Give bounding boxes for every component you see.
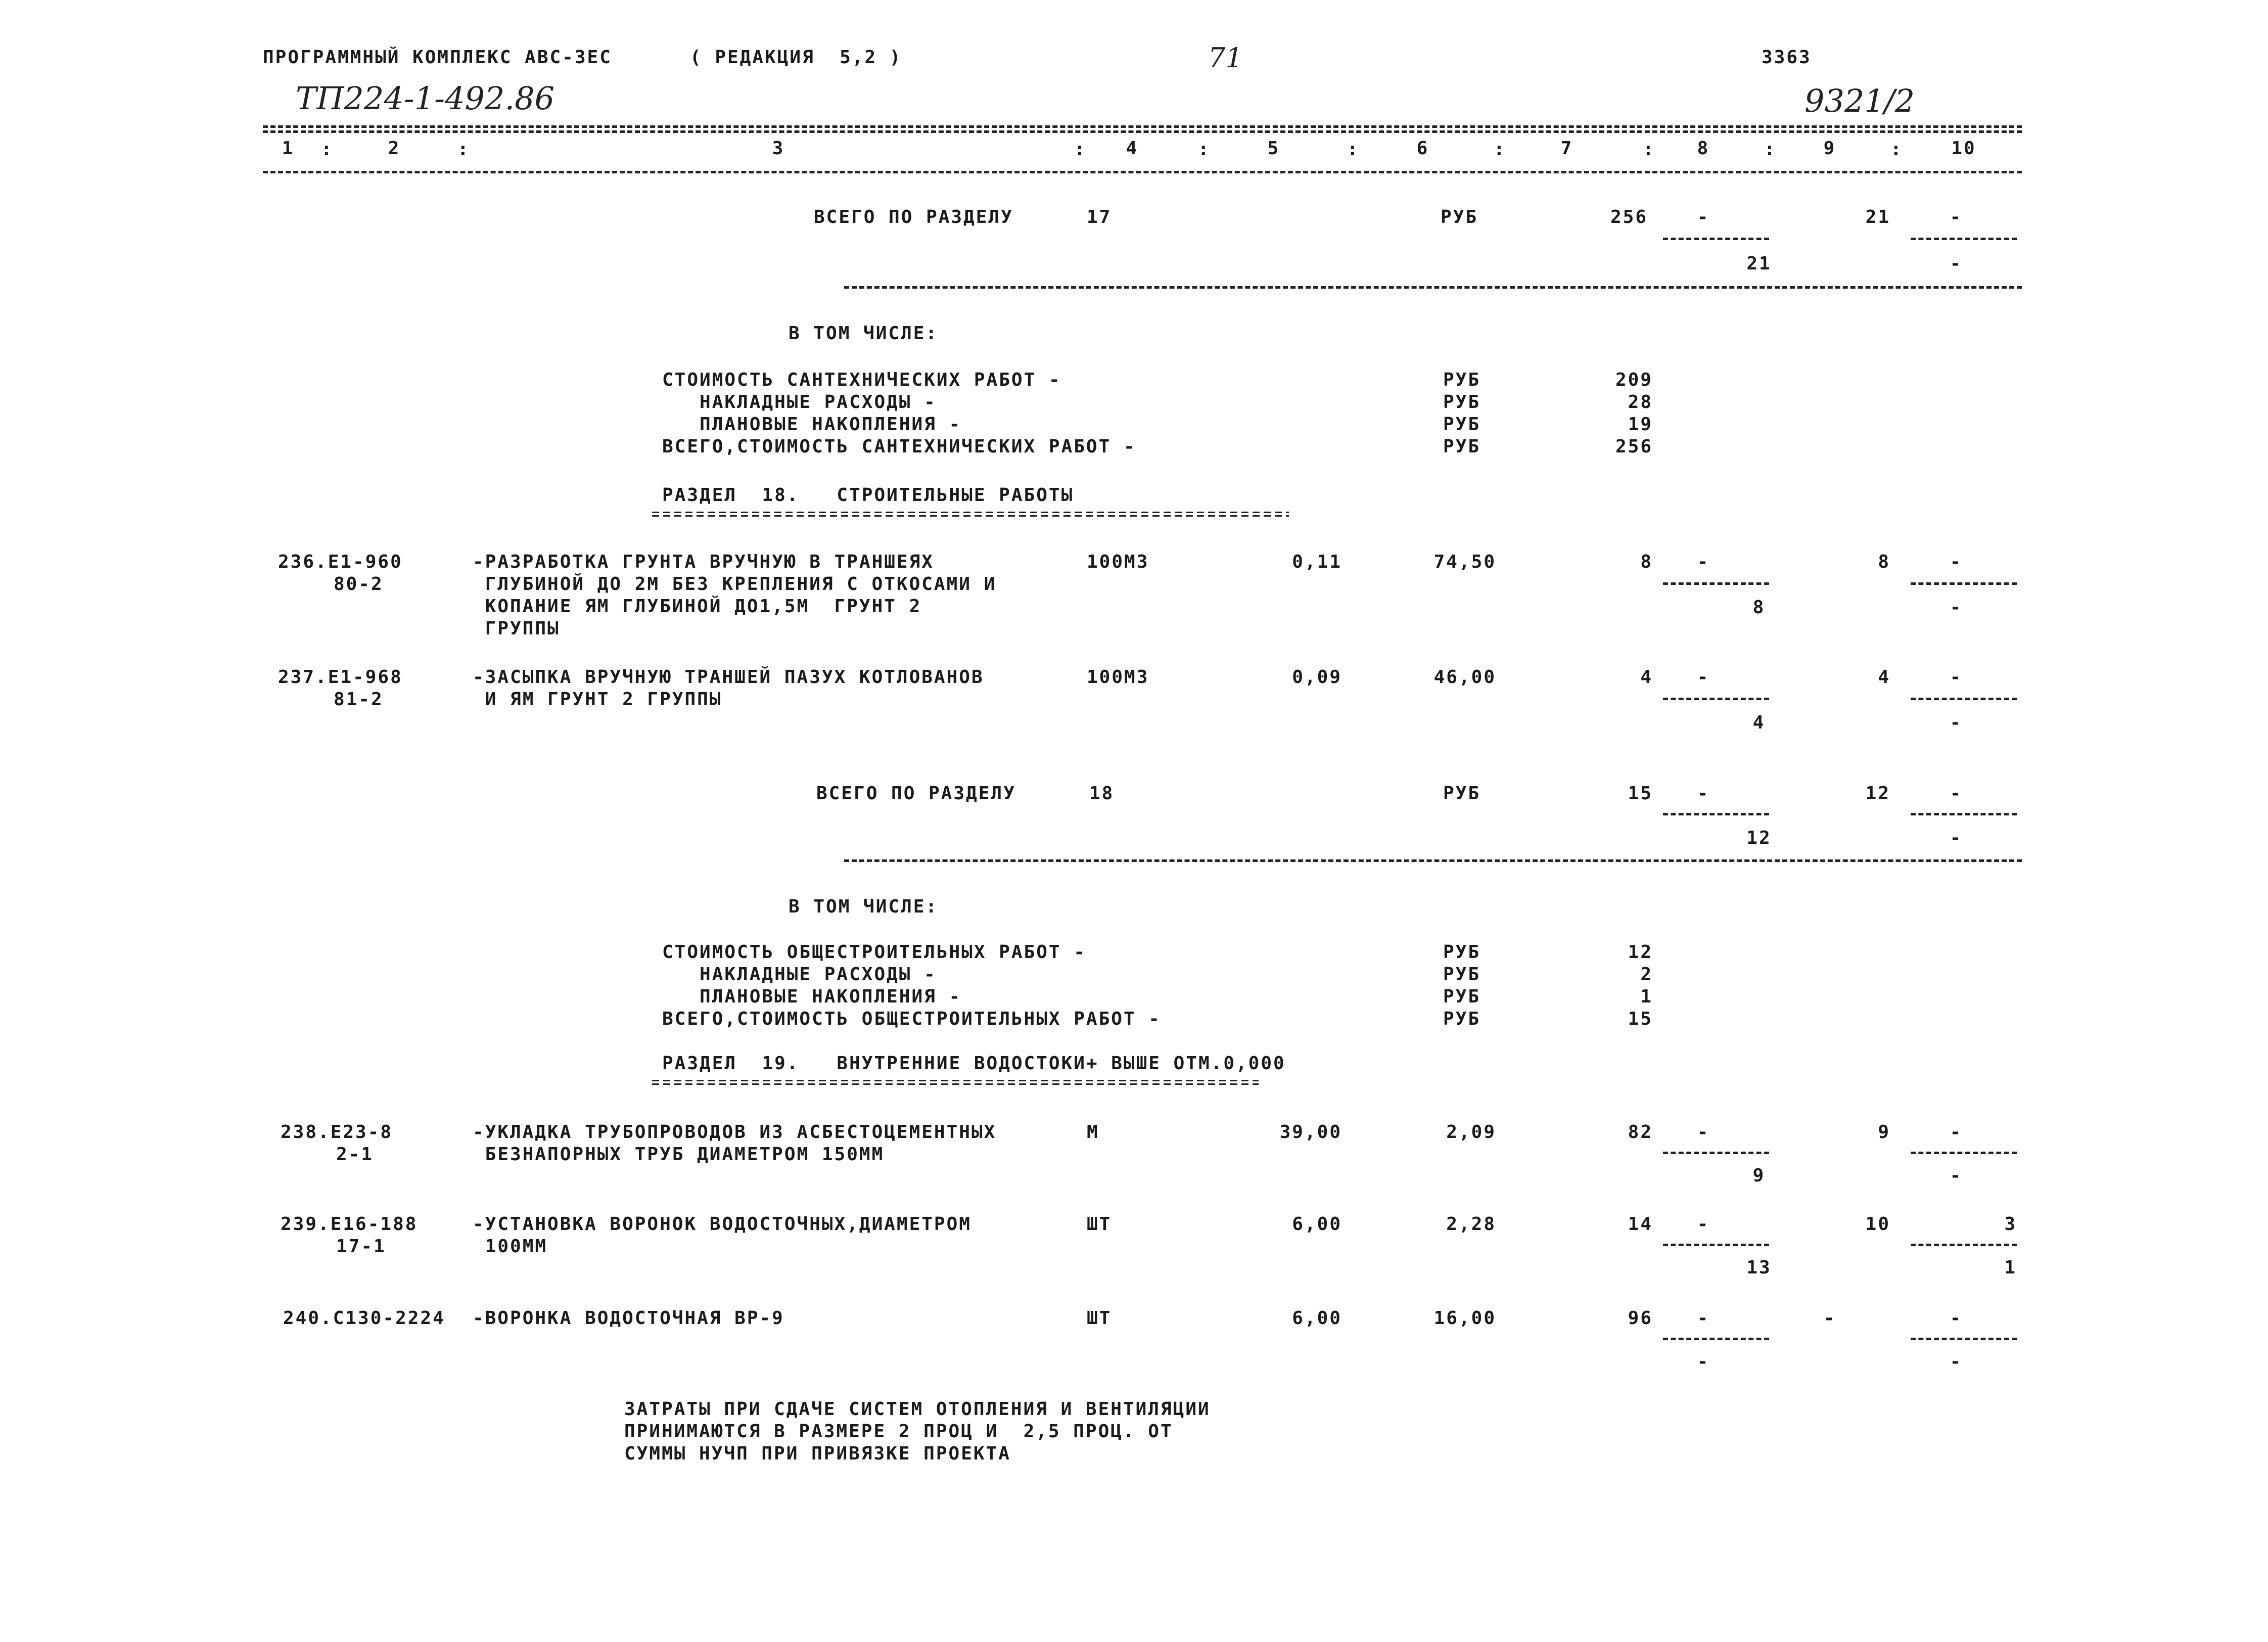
item-qty: 39,00 <box>1279 1122 1342 1143</box>
total-c9: 12 <box>1865 783 1890 804</box>
item-c7: 14 <box>1628 1214 1653 1235</box>
item-qty: 0,09 <box>1292 667 1342 688</box>
breakdown-value: 12 <box>1628 942 1653 963</box>
col-8: 8 <box>1697 138 1710 159</box>
total-c10-top: - <box>1950 207 1963 227</box>
breakdown-unit: РУБ <box>1443 986 1481 1007</box>
item-c8-top: - <box>1697 1214 1710 1235</box>
breakdown-label: НАКЛАДНЫЕ РАСХОДЫ - <box>662 392 937 413</box>
section19-underline <box>652 1080 1259 1085</box>
breakdown-value: 15 <box>1628 1009 1653 1029</box>
total-section: 18 <box>1089 783 1115 804</box>
item-c7: 82 <box>1628 1122 1653 1143</box>
item-c9: 8 <box>1878 552 1890 572</box>
item-c7: 4 <box>1640 667 1653 688</box>
item-unit: ШТ <box>1087 1214 1112 1235</box>
item-c10-bottom: - <box>1950 1351 1963 1372</box>
total-c10-bottom: - <box>1950 828 1963 848</box>
total-c8-top: - <box>1697 783 1710 804</box>
item-price: 74,50 <box>1433 552 1496 572</box>
item-c8-bottom: - <box>1697 1351 1710 1372</box>
sheet-code: 9321/2 <box>1804 82 1915 119</box>
breakdown-unit: РУБ <box>1443 414 1481 435</box>
breakdown-unit: РУБ <box>1443 436 1481 457</box>
total-unit: РУБ <box>1443 783 1481 804</box>
total-label: ВСЕГО ПО РАЗДЕЛУ <box>814 207 1013 227</box>
breakdown-unit: РУБ <box>1443 370 1481 390</box>
breakdown-unit: РУБ <box>1443 1009 1481 1029</box>
total-c8-bottom: 21 <box>1746 253 1772 274</box>
section18-underline <box>652 512 1289 517</box>
total-unit: РУБ <box>1441 207 1478 227</box>
item-price: 16,00 <box>1433 1308 1496 1329</box>
item-c8-top: - <box>1697 667 1710 688</box>
breakdown-value: 2 <box>1640 964 1653 985</box>
col-4: 4 <box>1126 138 1139 159</box>
breakdown-value: 1 <box>1640 986 1653 1007</box>
item-code: 236.Е1-960 <box>278 552 403 572</box>
item-code: 239.Е16-188 <box>281 1214 418 1235</box>
col-9: 9 <box>1823 138 1836 159</box>
section19-title: РАЗДЕЛ 19. ВНУТРЕННИЕ ВОДОСТОКИ+ ВЫШЕ ОТМ.0,000 <box>662 1053 1286 1074</box>
item-description: -УКЛАДКА ТРУБОПРОВОДОВ ИЗ АСБЕСТОЦЕМЕНТНЫХ БЕЗНАПОРНЫХ ТРУБ ДИАМЕТРОМ 150ММ <box>473 1122 997 1165</box>
item-c8-bottom: 13 <box>1746 1257 1772 1278</box>
project-code: ТП224-1-492.86 <box>296 80 555 117</box>
item-unit: 100М3 <box>1087 552 1149 572</box>
item-price: 46,00 <box>1433 667 1496 688</box>
item-c9: 9 <box>1878 1122 1890 1143</box>
item-description: -УСТАНОВКА ВОРОНОК ВОДОСТОЧНЫХ,ДИАМЕТРОМ 100ММ <box>473 1214 971 1257</box>
item-qty: 0,11 <box>1292 552 1342 572</box>
header-rule-top-2 <box>263 130 2022 133</box>
breakdown-label: СТОИМОСТЬ ОБЩЕСТРОИТЕЛЬНЫХ РАБОТ - <box>662 942 1086 963</box>
item-unit: М <box>1087 1122 1099 1143</box>
total-label: ВСЕГО ПО РАЗДЕЛУ <box>816 783 1016 804</box>
item-qty: 6,00 <box>1292 1214 1342 1235</box>
section18-rule <box>844 859 2022 862</box>
breakdown-label: ПЛАНОВЫЕ НАКОПЛЕНИЯ - <box>662 414 962 435</box>
breakdown-value: 256 <box>1615 436 1653 457</box>
item-unit: 100М3 <box>1087 667 1149 688</box>
item-c8-top: - <box>1697 552 1710 572</box>
col-6: 6 <box>1416 138 1429 159</box>
item-c10-top: - <box>1950 667 1963 688</box>
header-rule-top <box>263 125 2022 128</box>
item-c10-bottom: - <box>1950 1165 1963 1186</box>
item-description: -ВОРОНКА ВОДОСТОЧНАЯ ВР-9 <box>473 1308 784 1329</box>
item-c10-top: - <box>1950 1122 1963 1143</box>
item-c9: 4 <box>1878 667 1890 688</box>
breakdown-unit: РУБ <box>1443 942 1481 963</box>
item-code: 238.Е23-8 <box>281 1122 393 1143</box>
item-c8-bottom: 4 <box>1752 712 1766 733</box>
item-price: 2,09 <box>1446 1122 1496 1143</box>
edition-label: ( РЕДАКЦИЯ 5,2 ) <box>690 47 902 68</box>
breakdown-value: 28 <box>1628 392 1653 413</box>
breakdown-label: ПЛАНОВЫЕ НАКОПЛЕНИЯ - <box>662 986 962 1007</box>
total-section: 17 <box>1087 207 1112 227</box>
total-c9: 21 <box>1865 207 1890 227</box>
item-c8-bottom: 9 <box>1752 1165 1766 1186</box>
item-price: 2,28 <box>1446 1214 1496 1235</box>
item-c10-top: - <box>1950 552 1963 572</box>
item-c10-bottom: - <box>1950 597 1963 618</box>
program-name: ПРОГРАММНЫЙ КОМПЛЕКС АВС-ЗЕС <box>263 47 612 68</box>
doc-number: 3363 <box>1762 47 1812 68</box>
item-c9: 10 <box>1865 1214 1890 1235</box>
col-5: 5 <box>1267 138 1280 159</box>
col-1: 1 <box>282 138 295 159</box>
item-description: -РАЗРАБОТКА ГРУНТА ВРУЧНУЮ В ТРАНШЕЯХ ГЛУБИНОЙ ДО 2М БЕЗ КРЕПЛЕНИЯ С ОТКОСАМИ И КОПАНИЕ ЯМ ГЛУБИНОЙ ДО1,5М ГРУНТ 2 ГРУППЫ <box>473 552 997 639</box>
col-2: 2 <box>388 138 401 159</box>
total-c8-top: - <box>1697 207 1710 227</box>
item-c10-top: - <box>1950 1308 1963 1329</box>
breakdown-heading: В ТОМ ЧИСЛЕ: <box>789 896 939 917</box>
total-c10-bottom: - <box>1950 253 1963 274</box>
item-c10-bottom: - <box>1950 712 1963 733</box>
item-c10-top: 3 <box>2004 1214 2017 1235</box>
header-rule-bottom <box>263 171 2022 173</box>
page-number: 71 <box>1208 42 1243 74</box>
item-c8-top: - <box>1697 1308 1710 1329</box>
total-c7: 15 <box>1628 783 1653 804</box>
breakdown-unit: РУБ <box>1443 964 1481 985</box>
breakdown-label: ВСЕГО,СТОИМОСТЬ САНТЕХНИЧЕСКИХ РАБОТ - <box>662 436 1136 457</box>
total-c10-top: - <box>1950 783 1963 804</box>
breakdown-heading: В ТОМ ЧИСЛЕ: <box>789 323 939 344</box>
item-code-sub: 81-2 <box>334 689 384 710</box>
item-description: -ЗАСЫПКА ВРУЧНУЮ ТРАНШЕЙ ПАЗУХ КОТЛОВАНОВ И ЯМ ГРУНТ 2 ГРУППЫ <box>473 667 984 710</box>
section18-title: РАЗДЕЛ 18. СТРОИТЕЛЬНЫЕ РАБОТЫ <box>662 485 1074 506</box>
total-c7: 256 <box>1610 207 1648 227</box>
section17-rule <box>844 286 2022 289</box>
col-7: 7 <box>1560 138 1573 159</box>
item-c8-bottom: 8 <box>1752 597 1766 618</box>
col-10: 10 <box>1951 138 1976 159</box>
item-c7: 96 <box>1628 1308 1653 1329</box>
item-code-sub: 80-2 <box>334 574 384 595</box>
item-c8-top: - <box>1697 1122 1710 1143</box>
footnote: ЗАТРАТЫ ПРИ СДАЧЕ СИСТЕМ ОТОПЛЕНИЯ И ВЕНТИЛЯЦИИ ПРИНИМАЮТСЯ В РАЗМЕРЕ 2 ПРОЦ И 2,5 ПРОЦ. ОТ СУММЫ НУЧП ПРИ ПРИВЯЗКЕ ПРОЕКТА <box>624 1399 1211 1464</box>
item-c9: - <box>1823 1308 1836 1329</box>
col-3: 3 <box>772 138 785 159</box>
item-c7: 8 <box>1640 552 1653 572</box>
item-code: 240.С130-2224 <box>283 1308 445 1329</box>
breakdown-value: 19 <box>1628 414 1653 435</box>
item-code-sub: 17-1 <box>336 1236 386 1257</box>
item-code: 237.Е1-968 <box>278 667 403 688</box>
breakdown-value: 209 <box>1615 370 1653 390</box>
item-qty: 6,00 <box>1292 1308 1342 1329</box>
breakdown-label: СТОИМОСТЬ САНТЕХНИЧЕСКИХ РАБОТ - <box>662 370 1061 390</box>
item-c10-bottom: 1 <box>2004 1257 2017 1278</box>
breakdown-unit: РУБ <box>1443 392 1481 413</box>
total-c8-bottom: 12 <box>1746 828 1772 848</box>
breakdown-label: НАКЛАДНЫЕ РАСХОДЫ - <box>662 964 937 985</box>
breakdown-label: ВСЕГО,СТОИМОСТЬ ОБЩЕСТРОИТЕЛЬНЫХ РАБОТ - <box>662 1009 1161 1029</box>
item-code-sub: 2-1 <box>336 1144 374 1165</box>
item-unit: ШТ <box>1087 1308 1112 1329</box>
